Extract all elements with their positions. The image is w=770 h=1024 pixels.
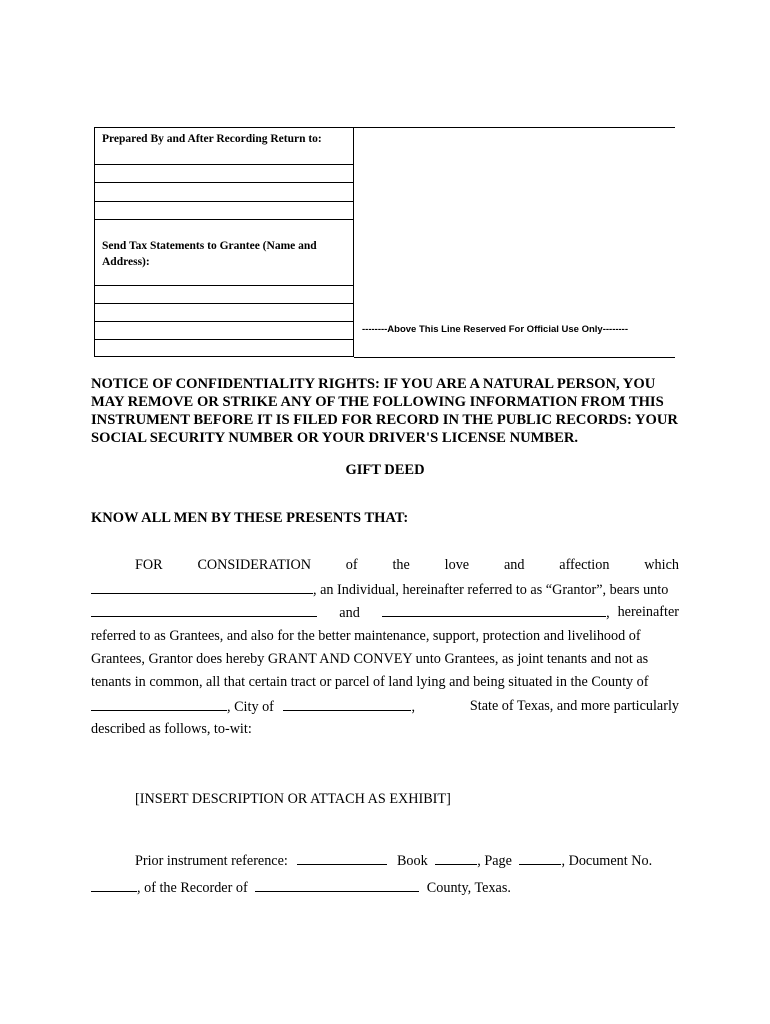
city-field[interactable] — [283, 696, 411, 711]
return-address-line-4[interactable] — [95, 219, 353, 220]
return-address-line-2[interactable] — [95, 182, 353, 183]
tax-address-line-2[interactable] — [95, 303, 353, 304]
tax-address-line-4[interactable] — [95, 339, 353, 340]
page-field[interactable] — [519, 850, 561, 865]
para1-line-7: , City of , State of Texas, and more particularly — [91, 696, 679, 717]
official-area-bottom-rule — [354, 357, 675, 358]
county-field[interactable] — [91, 696, 227, 711]
tax-address-line-1[interactable] — [95, 285, 353, 286]
document-title: GIFT DEED — [345, 462, 425, 478]
recording-info-box — [94, 127, 354, 357]
prior-reference-line-1: Prior instrument reference: Book , Page , Document No. — [91, 850, 679, 871]
grantee-1-name-field[interactable] — [91, 602, 317, 617]
para1-line-1: FOR CONSIDERATION of the love and affection which — [135, 557, 679, 573]
prior-reference-field[interactable] — [297, 850, 387, 865]
official-area-top-rule — [354, 127, 675, 128]
para1-line-2: , an Individual, hereinafter referred to as “Grantor”, bears unto — [91, 579, 679, 600]
return-address-line-1[interactable] — [95, 164, 353, 165]
know-all-heading: KNOW ALL MEN BY THESE PRESENTS THAT: — [91, 510, 409, 526]
para1-line-5: Grantees, Grantor does hereby GRANT AND CONVEY unto Grantees, as joint tenants and not as — [91, 651, 649, 667]
grantor-name-field[interactable] — [91, 579, 313, 594]
para1-line-3: and , hereinafter — [91, 602, 679, 623]
para1-line-8: described as follows, to-wit: — [91, 721, 252, 737]
book-field[interactable] — [435, 850, 477, 865]
para1-line-4: referred to as Grantees, and also for the better maintenance, support, protection and livelihood of — [91, 628, 641, 644]
recorder-county-field[interactable] — [255, 877, 419, 892]
send-tax-label: Send Tax Statements to Grantee (Name and Address): — [102, 240, 317, 268]
document-no-field[interactable] — [91, 877, 137, 892]
return-address-line-3[interactable] — [95, 201, 353, 202]
grantee-2-name-field[interactable] — [382, 602, 606, 617]
prepared-by-label: Prepared By and After Recording Return to: — [102, 133, 322, 145]
para1-line-6: tenants in common, all that certain tract or parcel of land lying and being situated in the County of — [91, 674, 649, 690]
official-use-notice: --------Above This Line Reserved For Official Use Only-------- — [362, 324, 629, 335]
prior-reference-line-2: , of the Recorder of County, Texas. — [91, 877, 679, 898]
tax-address-line-3[interactable] — [95, 321, 353, 322]
confidentiality-notice: NOTICE OF CONFIDENTIALITY RIGHTS: IF YOU ARE A NATURAL PERSON, YOU MAY REMOVE OR STRIKE ANY OF THE FOLLOWING INFORMATION FROM THIS INSTRUMENT BEFORE IT IS FILED FOR RECORD IN THE PUBLIC RECORDS: YOUR SOCIAL SECURITY NUMBER OR YOUR DRIVER'S LICENSE NUMBER. — [91, 376, 678, 446]
insert-description: [INSERT DESCRIPTION OR ATTACH AS EXHIBIT] — [135, 791, 451, 807]
